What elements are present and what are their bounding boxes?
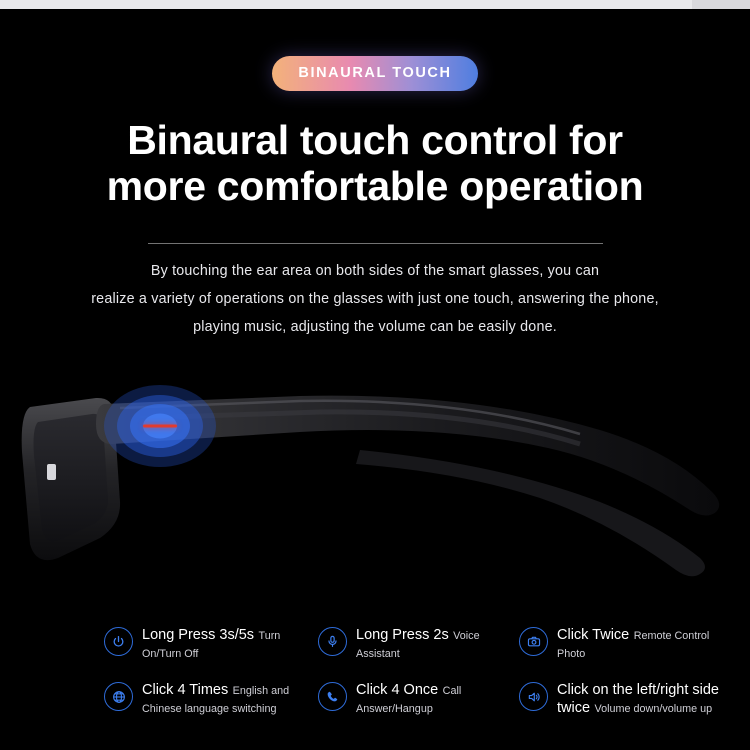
- feature-item-call: [318, 681, 513, 717]
- feature-title: Long Press 2s: [356, 627, 449, 643]
- feature-desc: Turn On/Turn Off: [142, 630, 281, 661]
- feature-item-camera: [519, 626, 734, 662]
- description-line-3: playing music, adjusting the volume can be easily done.: [193, 318, 557, 335]
- globe-icon: [104, 682, 133, 711]
- feature-title: Click Twice: [557, 627, 630, 643]
- description-text: [25, 258, 725, 342]
- description-line-2: realize a variety of operations on the glasses with just one touch, answering the phone,: [91, 290, 659, 307]
- feature-title: Click 4 Once: [356, 682, 439, 698]
- volume-icon: [519, 682, 548, 711]
- power-icon: [104, 627, 133, 656]
- top-strip: [0, 0, 750, 9]
- touch-bar-icon: [143, 425, 177, 428]
- feature-desc: Remote Control Photo: [557, 630, 710, 661]
- feature-item-power: [104, 626, 309, 662]
- feature-item-language: [104, 681, 309, 717]
- description-line-1: By touching the ear area on both sides of the smart glasses, you can: [150, 263, 600, 279]
- touch-ripple-indicator: [104, 385, 216, 467]
- feature-desc: Volume down/volume up: [594, 703, 713, 716]
- feature-item-volume: [519, 681, 734, 717]
- feature-item-voice: [318, 626, 513, 662]
- product-image: [0, 352, 750, 602]
- feature-list: [0, 620, 750, 740]
- feature-title: Click 4 Times: [142, 682, 229, 698]
- feature-title: Long Press 3s/5s: [142, 627, 255, 643]
- camera-icon: [519, 627, 548, 656]
- phone-icon: [318, 682, 347, 711]
- divider: [148, 243, 603, 244]
- page-title: [0, 118, 750, 210]
- headline-line-1: Binaural touch control for: [127, 117, 623, 163]
- feature-title: Click on the left/right side twice: [557, 682, 719, 717]
- microphone-icon: [318, 627, 347, 656]
- feature-desc: Voice Assistant: [356, 630, 480, 661]
- status-badge: BINAURAL TOUCH: [272, 56, 477, 91]
- feature-desc: Call Answer/Hangup: [356, 685, 462, 716]
- headline-line-2: more comfortable operation: [106, 162, 644, 209]
- feature-desc: English and Chinese language switching: [142, 685, 290, 716]
- badge-container: [0, 56, 750, 91]
- top-strip-right: [692, 0, 750, 9]
